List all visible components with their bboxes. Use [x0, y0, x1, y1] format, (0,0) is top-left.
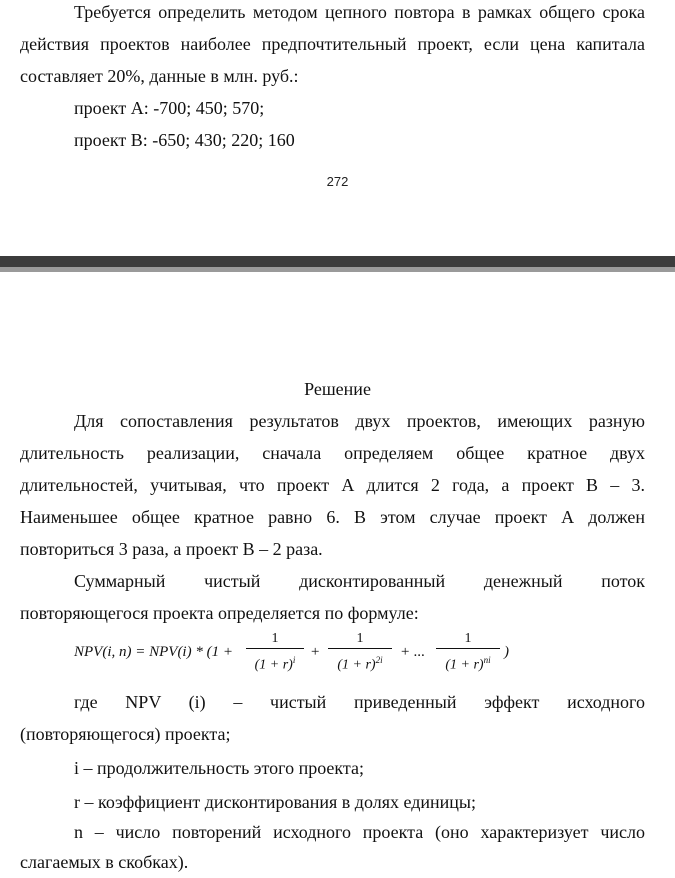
formula-fraction-3	[436, 630, 500, 677]
para1-line-5: повториться 3 раза, а проект В – 2 раза.	[20, 539, 323, 559]
formula-close-paren: )	[504, 644, 509, 660]
fraction-3-exponent: ni	[483, 655, 491, 665]
def-line-4: r – коэффициент дисконтирования в долях единицы;	[74, 792, 477, 812]
def-line-6: слагаемых в скобках).	[20, 852, 189, 872]
formula-fraction-2	[328, 630, 392, 677]
page-divider	[0, 256, 675, 272]
para1-line-1: Для сопоставления результатов двух проектов, имеющих разную	[74, 411, 645, 431]
page-number: 272	[326, 174, 349, 189]
task-line-1: Требуется определить методом цепного повтора в рамках общего срока	[74, 2, 645, 22]
fraction-2-exponent: 2i	[375, 655, 383, 665]
def-line-2: (повторяющегося) проекта;	[20, 724, 231, 744]
solution-title: Решение	[304, 379, 371, 399]
project-a-data: проект А: -700; 450; 570;	[74, 98, 265, 118]
def-line-3: i – продолжительность этого проекта;	[74, 758, 364, 778]
project-b-data: проект В: -650; 430; 220; 160	[74, 130, 295, 150]
para1-line-4: Наименьшее общее кратное равно 6. В этом случае проект А должен	[20, 507, 645, 527]
def-line-5: n – число повторений исходного проекта (оно характеризует число	[74, 822, 645, 842]
formula-fraction-1	[246, 630, 304, 677]
para1-line-2: длительность реализации, сначала определяем общее кратное двух	[20, 443, 645, 463]
formula-plus-1: +	[310, 644, 321, 660]
fraction-2-denominator: (1 + r)	[337, 657, 376, 673]
fraction-1-numerator: 1	[271, 631, 279, 646]
fraction-3-numerator: 1	[464, 631, 472, 646]
formula-plus-ellipsis: + ...	[400, 644, 426, 660]
fraction-2-numerator: 1	[356, 631, 364, 646]
formula-lhs: NPV(i, n) = NPV(i) * (1 +	[74, 644, 233, 660]
fraction-1-denominator: (1 + r)	[254, 657, 293, 673]
def-line-1: где NPV (i) – чистый приведенный эффект исходного	[74, 692, 645, 712]
fraction-3-denominator: (1 + r)	[445, 657, 484, 673]
para1-line-3: длительностей, учитывая, что проект А длится 2 года, а проект В – 3.	[20, 475, 645, 495]
para2-line-1: Суммарный чистый дисконтированный денежный поток	[74, 571, 645, 591]
page-272	[0, 0, 675, 256]
task-line-3: составляет 20%, данные в млн. руб.:	[20, 66, 299, 86]
para2-line-2: повторяющегося проекта определяется по формуле:	[20, 603, 419, 623]
task-line-2: действия проектов наиболее предпочтительный проект, если цена капитала	[20, 34, 645, 54]
fraction-1-exponent: i	[292, 655, 296, 665]
